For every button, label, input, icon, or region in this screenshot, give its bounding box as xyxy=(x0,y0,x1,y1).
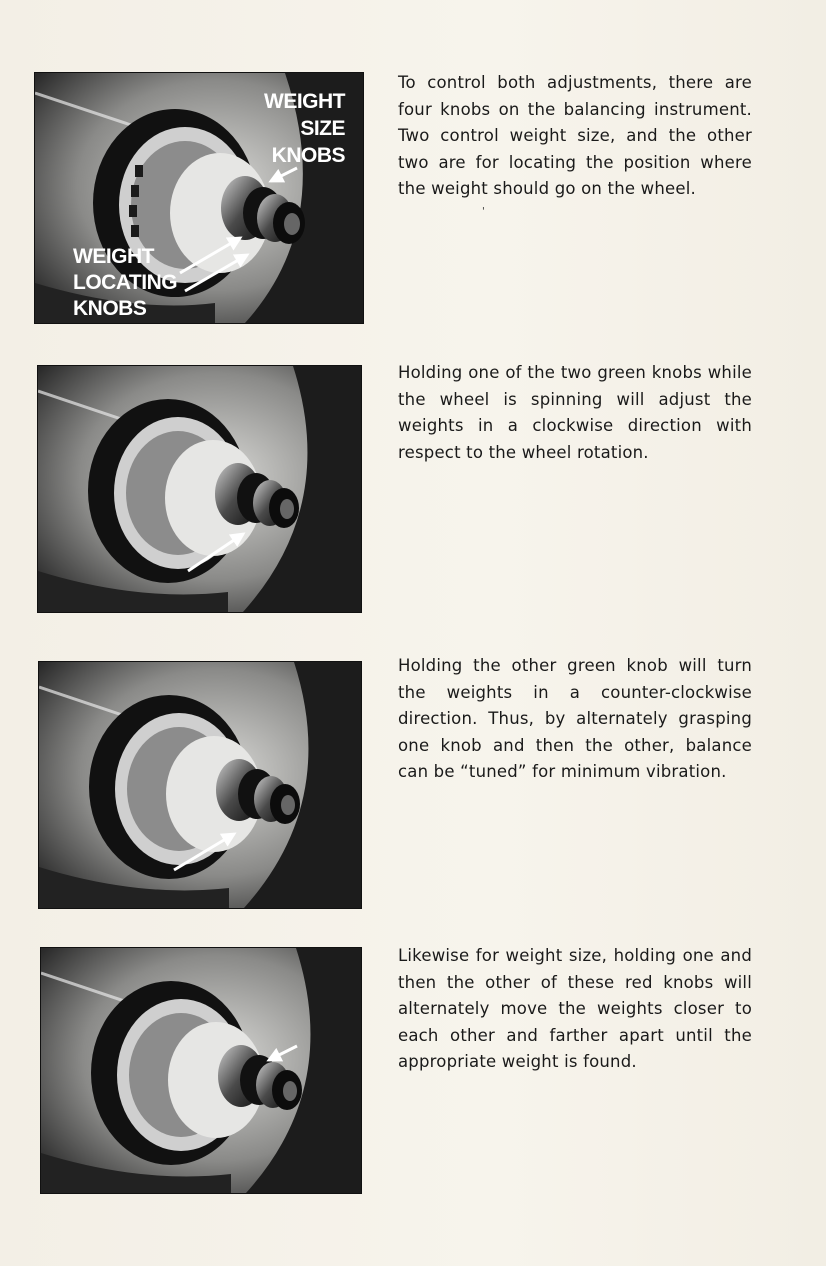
weight-size-label-line3: KNOBS xyxy=(271,144,345,167)
weight-locating-label-line2: LOCATING xyxy=(73,271,178,294)
photo-green-knob-clockwise xyxy=(38,366,361,612)
balancer-photo-1 xyxy=(35,73,363,323)
weight-size-label-line1: WEIGHT xyxy=(264,90,345,113)
weight-locating-label-line1: WEIGHT xyxy=(73,245,154,268)
photo-green-knob-counterclockwise xyxy=(39,662,361,908)
caption-4: Likewise for weight size, holding one and then the other of these red knobs will alternately move the weights closer to each other and farther apart until the appropriate weight is found. xyxy=(398,946,752,1071)
photo-red-knobs xyxy=(41,948,361,1193)
photo-knobs-labeled xyxy=(35,73,363,323)
balancer-photo-3 xyxy=(39,662,361,908)
balancer-photo-4 xyxy=(41,948,361,1193)
stray-mark: ' xyxy=(482,206,485,217)
caption-1: To control both adjustments, there are four knobs on the balancing instrument. Two control weight size, and the other two are for locating the position where the weight should go on the wheel. xyxy=(398,73,752,198)
caption-2: Holding one of the two green knobs while the wheel is spinning will adjust the weights in a clockwise direction with respect to the wheel rotation. xyxy=(398,363,752,462)
weight-locating-label-line3: KNOBS xyxy=(73,297,147,320)
weight-size-label-line2: SIZE xyxy=(300,117,345,140)
balancer-photo-2 xyxy=(38,366,361,612)
caption-3: Holding the other green knob will turn the weights in a counter-clockwise direction. Thus, by alternately grasping one knob and then the other, balance can be “tuned” for minimum vibration. xyxy=(398,656,752,781)
